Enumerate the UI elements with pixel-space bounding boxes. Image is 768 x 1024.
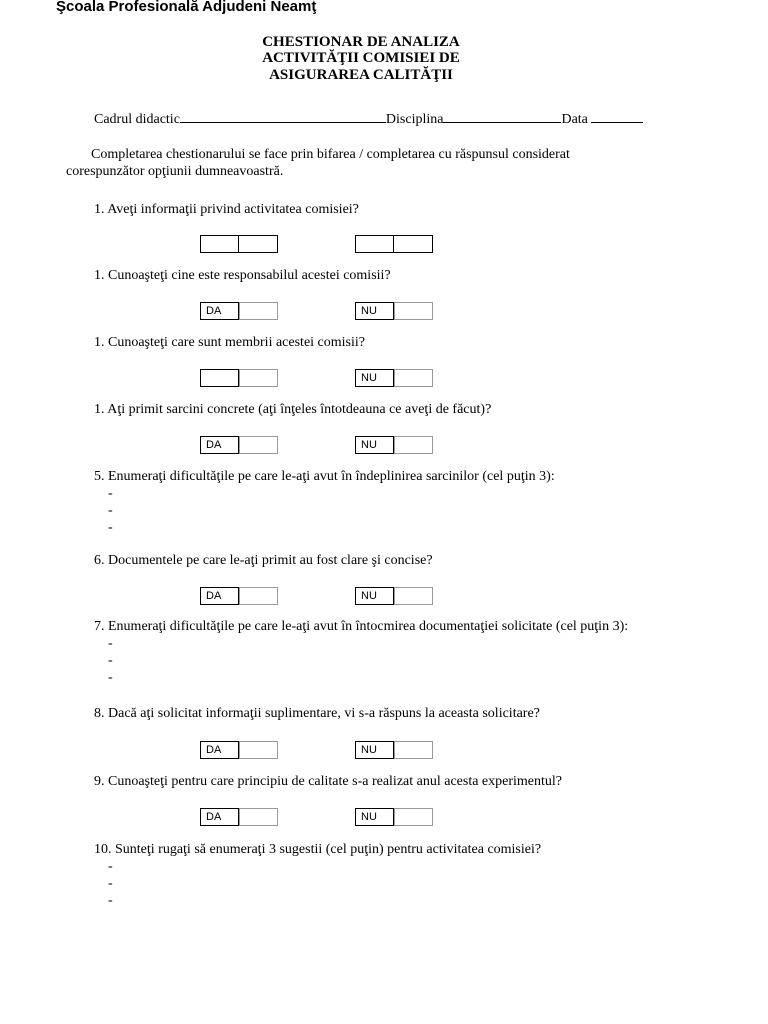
yes-label: DA	[201, 303, 239, 319]
answer-dash: -	[108, 486, 113, 501]
question-8: 8. Dacă aţi solicitat informaţii suplimentare, vi s-a răspuns la aceasta solicitare?	[94, 706, 540, 721]
answer-dash: -	[108, 859, 113, 874]
teacher-label: Cadrul didactic	[94, 112, 180, 127]
yes-checkbox[interactable]	[239, 741, 278, 759]
no-checkbox[interactable]	[394, 302, 433, 320]
discipline-line[interactable]	[443, 108, 561, 123]
question-9: 9. Cunoaşteţi pentru care principiu de calitate s-a realizat anul acesta experimentul?	[94, 774, 563, 789]
yes-answer-box[interactable]	[200, 369, 278, 387]
no-label: NU	[356, 437, 394, 453]
yes-answer-box[interactable]	[200, 741, 278, 759]
no-answer-box[interactable]	[355, 808, 433, 826]
no-checkbox[interactable]	[394, 436, 433, 454]
no-label: NU	[356, 588, 394, 604]
no-answer-box[interactable]	[355, 436, 433, 454]
title-line-1: CHESTIONAR DE ANALIZA	[262, 34, 460, 50]
yes-answer-box[interactable]	[200, 436, 278, 454]
answer-dash: -	[108, 520, 113, 535]
question-7: 7. Enumeraţi dificultăţile pe care le-aţi avut în întocmirea documentaţiei solicitate (cel puţin 3):	[94, 619, 629, 634]
no-label: NU	[356, 742, 394, 758]
teacher-line[interactable]	[180, 108, 386, 123]
yes-label: DA	[201, 809, 239, 825]
yes-answer-box[interactable]	[200, 587, 278, 605]
answer-dash: -	[108, 876, 113, 891]
no-checkbox[interactable]	[394, 741, 433, 759]
date-line[interactable]	[591, 108, 643, 123]
answer-dash: -	[108, 670, 113, 685]
yes-label	[201, 236, 239, 252]
school-name: Şcoala Profesională Adjudeni Neamţ	[56, 0, 317, 15]
intro-line-1: Completarea chestionarului se face prin bifarea / completarea cu răspunsul considerat	[91, 147, 570, 162]
no-label: NU	[356, 370, 394, 386]
question-5: 5. Enumeraţi dificultăţile pe care le-aţi avut în îndeplinirea sarcinilor (cel puţin 3):	[94, 469, 555, 484]
no-answer-box[interactable]	[355, 587, 433, 605]
yes-answer-box[interactable]	[200, 235, 278, 253]
yes-label: DA	[201, 588, 239, 604]
yes-checkbox[interactable]	[239, 436, 278, 454]
discipline-label: Disciplina	[385, 112, 444, 127]
date-label: Data	[561, 112, 588, 127]
no-label: NU	[356, 303, 394, 319]
no-answer-box[interactable]	[355, 741, 433, 759]
no-answer-box[interactable]	[355, 235, 433, 253]
no-answer-box[interactable]	[355, 302, 433, 320]
no-answer-box[interactable]	[355, 369, 433, 387]
header-fields	[94, 108, 643, 128]
intro-line-2: corespunzător opţiunii dumneavoastră.	[66, 164, 284, 179]
no-checkbox[interactable]	[394, 808, 433, 826]
question-4: 1. Aţi primit sarcini concrete (aţi înţeles întotdeauna ce aveţi de făcut)?	[94, 402, 492, 417]
title-line-3: ASIGURAREA CALITĂŢII	[269, 67, 453, 83]
no-checkbox[interactable]	[394, 587, 433, 605]
yes-checkbox[interactable]	[239, 302, 278, 320]
yes-checkbox[interactable]	[239, 587, 278, 605]
no-label	[356, 236, 394, 252]
yes-answer-box[interactable]	[200, 302, 278, 320]
yes-checkbox[interactable]	[239, 808, 278, 826]
yes-answer-box[interactable]	[200, 808, 278, 826]
question-6: 6. Documentele pe care le-aţi primit au fost clare şi concise?	[94, 553, 433, 568]
yes-checkbox[interactable]	[239, 369, 278, 387]
answer-dash: -	[108, 893, 113, 908]
title-line-2: ACTIVITĂŢII COMISIEI DE	[262, 50, 460, 66]
answer-dash: -	[108, 636, 113, 651]
yes-label: DA	[201, 437, 239, 453]
question-1: 1. Aveţi informaţii privind activitatea comisiei?	[94, 202, 359, 217]
question-10: 10. Sunteţi rugaţi să enumeraţi 3 sugestii (cel puţin) pentru activitatea comisiei?	[94, 842, 542, 857]
no-label: NU	[356, 809, 394, 825]
yes-checkbox[interactable]	[239, 236, 277, 252]
question-2: 1. Cunoaşteţi cine este responsabilul acestei comisii?	[94, 268, 391, 283]
answer-dash: -	[108, 653, 113, 668]
yes-label	[201, 370, 239, 386]
question-3: 1. Cunoaşteţi care sunt membrii acestei comisii?	[94, 335, 365, 350]
answer-dash: -	[108, 503, 113, 518]
no-checkbox[interactable]	[394, 369, 433, 387]
yes-label: DA	[201, 742, 239, 758]
no-checkbox[interactable]	[394, 236, 432, 252]
